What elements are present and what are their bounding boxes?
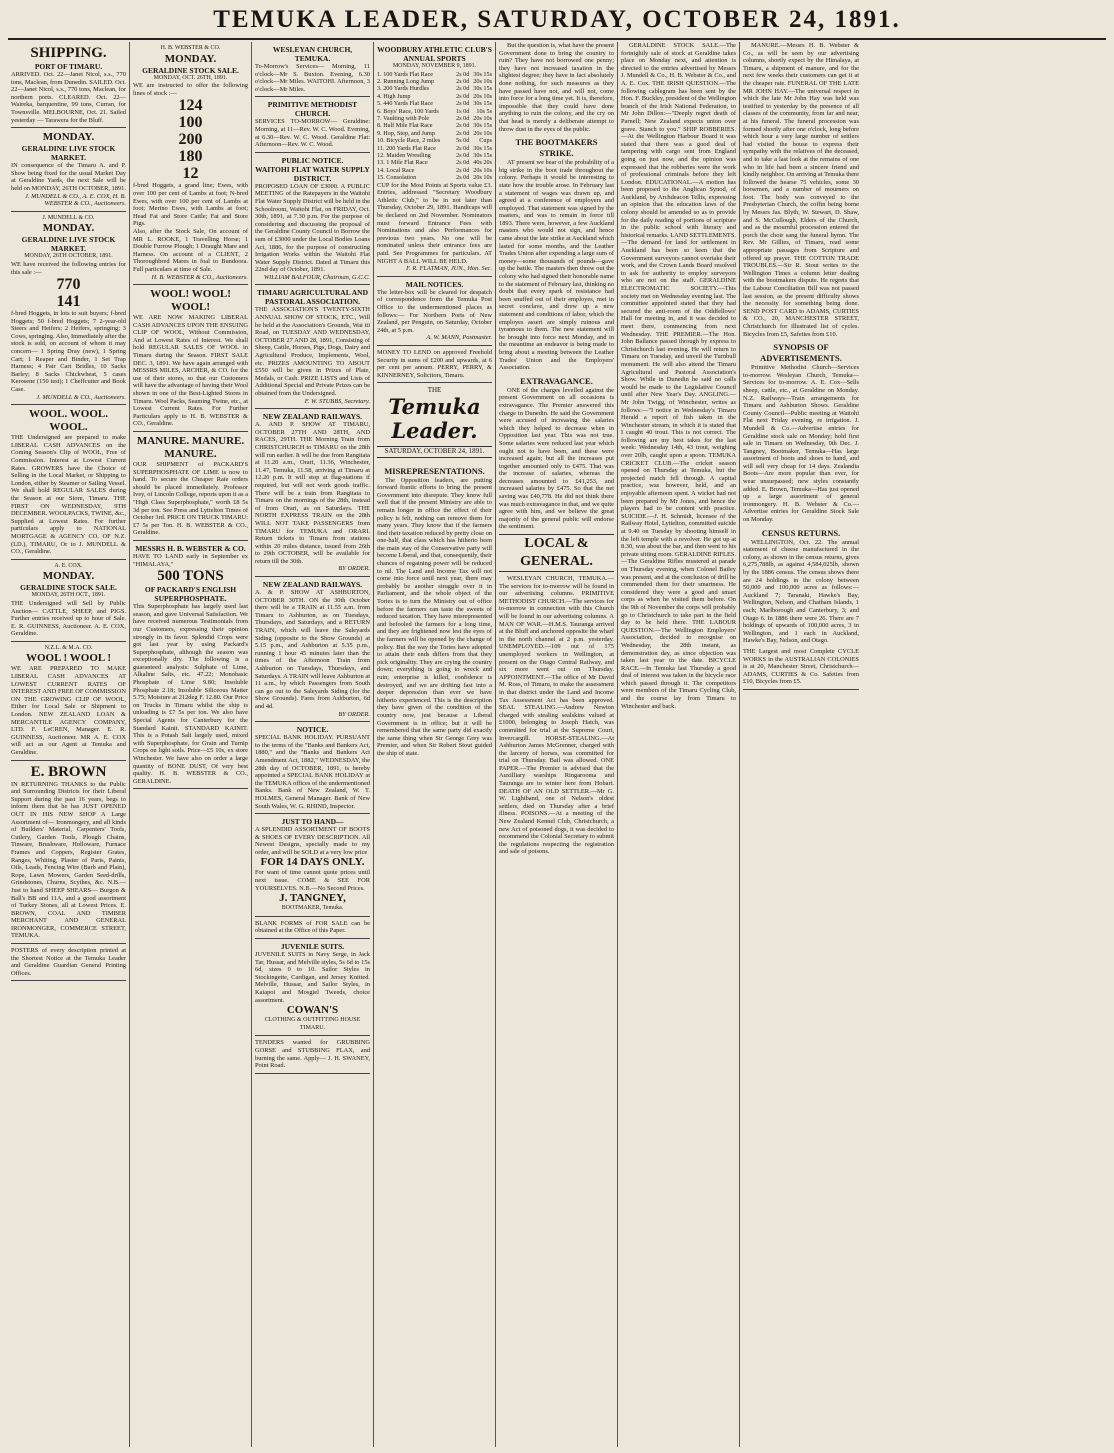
ad-signature: H. B. WEBSTER & CO., Auctioneers. [151, 273, 248, 281]
ad-subheading: GERALDINE STOCK SALE. [20, 583, 117, 593]
stock-count-1: 770 [56, 276, 81, 294]
ad-also: Also, after the Stock Sale, On account of MR L. ROOKE, 1 Travelling Horse; 1 Double Furrow Plough; 1 Draught Mare and Harness. On account of a CLIENT, 2 Thoroughbred Mares in foal to Bundoora. Full particulars at time of Sale. [133, 227, 248, 273]
posters-notice [11, 944, 126, 981]
ad-top-note: H. B. WEBSTER & CO. [160, 45, 221, 51]
ad-heading: JUVENILE SUITS. [280, 942, 345, 952]
event-fee: 2s 0d [456, 152, 470, 160]
primitive-methodist-notice [255, 97, 370, 152]
event-row [377, 85, 492, 92]
newspaper-title: Temuka Leader. [388, 393, 481, 443]
ad-top-note: A. E. COX. [54, 562, 83, 569]
ad-signature: F. R. FLATMAN, JUN., Hon. Sec. [406, 265, 492, 273]
agricultural-show-ad [255, 285, 370, 409]
ad-signature: J. MUNDELL & CO., Auctioneers. [36, 393, 126, 401]
event-name: 7. Vaulting with Pole [377, 115, 430, 123]
page-columns [8, 42, 1106, 1447]
ad-body: WE have received the following entries for this sale :— [11, 260, 126, 276]
ad-body: THE Largest and most Complete CYCLE WORKS in the AUSTRALIAN COLONIES is at 20, Manchester Street, Christchurch—ADAMS, CURTIES & Co. Safeties from £10, Bicycles from £5. [743, 647, 859, 686]
product-name: OF PACKARD'S ENGLISH SUPERPHOSPHATE. [144, 585, 237, 604]
superphosphate-ad [133, 541, 248, 789]
event-row [377, 93, 492, 100]
column-1 [8, 42, 130, 1447]
cycle-works-ad [743, 645, 859, 690]
article-body: AT present we hear of the probability of a big strike in the boot trade throughout the colony. Perhaps it would be interesting to state how the trouble arose. In February last a statement of wages was drawn up, and agreed at a conference of employers and employed. That statement was signed by the masters, and was to remain in force till 1893. There were, however, a few Auckland masters who would not sign, and hence came about the late strike at Auckland which lasted for some months, and the Leather Trades Union after expending a large sum of money—some thousands of pounds—gave up the battle. The masters then threw out the colony who had signed their honorable name to the statement of February last, thinking no doubt that every spark of resistance had been snuffed out of their employes, met in secret conclave, and drew up a new statement and conditions of labor, which the employes assert are simply ruinous and tyrannous to them. The new statement will be brought into force next Monday, and in the meantime an endeavor is being made to bring about a meeting between the Leather Trades' Union and the Employers' Association. [499, 159, 615, 372]
event-fee: 2s 0d [456, 122, 470, 130]
mail-notices [377, 277, 492, 346]
ad-items: f-bred Hoggets, in lots to suit buyers; f-bred Hoggets; 50 f-bred Hoggets; 7 2-year-old Steers and Heifers; 2 Heifers, springing; 3 Cows, springing. Also, Immediately after the stock is sold, on account of whom it may concern— 1 Spring Dray (new), 1 Spring Cart; 1 Reaper and Binder, 1 Set Trap Harness; 4 Pair Cart Bridles, 10 Sacks Barley; 8 Sacks Chickwheat, 5 cases Kerosene (150 test); 1 Cheffcutter and Book Case. [11, 310, 127, 394]
ad-company: J. TANGNEY, [279, 892, 346, 905]
ad-heading: NOTICE. [296, 725, 329, 735]
event-name: 4. High Jump [377, 92, 411, 100]
event-name: 6. Boys' Race, 100 Yards [377, 107, 439, 115]
column-5 [496, 42, 618, 1447]
event-name: 11. 200 Yards Flat Race [377, 144, 436, 152]
event-row [377, 137, 492, 144]
event-fee: 2s 0d [456, 70, 470, 78]
brown-ad [11, 761, 126, 944]
ad-heading: MONDAY. [42, 222, 95, 235]
event-fee: 2s 0d [456, 115, 470, 123]
ad-date: MONDAY, OCT. 26TH, 1891. [153, 74, 228, 81]
blank-forms-notice [255, 917, 370, 939]
event-fee: 2s 0d [456, 100, 470, 108]
article-body: But the question is, what have the present Government done to bring the country to ruin? They have not borrowed one penny; they have not increased taxation in the slightest degree; they have in fact absolutely done nothing, for such measures as they have passed have not, and will not, come into force for a long time yet. It is, therefore, impossible that they could have done anything to ruin the colony, and the cry on that head is merely a deliberate attempt to throw dust in the eyes of the public. [499, 42, 614, 133]
event-name: 2. Running Long Jump [377, 78, 435, 85]
event-name: 10. Bicycle Race, 2 miles [377, 137, 441, 145]
event-row [377, 78, 492, 85]
ad-signature: A. W. MANN, Postmaster. [426, 334, 492, 342]
event-fee: 2s 0d [456, 144, 470, 152]
ad-heading: MAIL NOTICES. [405, 279, 464, 289]
event-fee: 2s 0d [456, 166, 470, 174]
ad-heading: PUBLIC NOTICE. [281, 155, 344, 165]
wesleyan-notice [255, 42, 370, 97]
ad-heading: WESLEYAN CHURCH, TEMUKA. [272, 45, 353, 63]
railways-notice-2 [255, 577, 370, 722]
ad-body: POSTERS of every description printed at the Shortest Notice at the Temuka Leader and Geraldine Guardian General Printing Offices. [11, 947, 126, 977]
event-name: 1. 100 Yards Flat Race [377, 70, 434, 78]
ad-heading: MONDAY. [42, 131, 95, 144]
local-general-heading: LOCAL & GENERAL. [499, 534, 614, 572]
article-heading: THE BOOTMAKERS STRIKE. [515, 137, 598, 159]
webster-wool-ad [133, 285, 248, 432]
newspaper-title-block [377, 383, 492, 461]
event-fee: 5s 0d [456, 137, 470, 145]
events-table [377, 71, 492, 182]
railways-notice-1 [255, 409, 370, 577]
ad-heading: NEW ZEALAND RAILWAYS. [262, 412, 363, 422]
ad-signature: J. MUNDELL & CO., A. E. COX, H. B. WEBSTER & CO., Auctioneers. [25, 192, 126, 208]
event-name: 13. 1 Mile Flat Race [377, 159, 428, 167]
event-fee: 2s 0d [456, 92, 470, 100]
ad-heading: JUST TO HAND— [281, 817, 344, 827]
event-fee: 2s 0d [456, 129, 470, 137]
event-prize: 30s 15s [473, 85, 492, 93]
shipping-text: ARRIVED. Oct. 22—Janet Nicol, s.s., 770 tons, Maclean, from Dunedin. SAILED. Oct. 22—Janet Nicol, s.s., 770 tons, Maclean, for northern ports. CLEARED. Oct. 22—Waireka, barquentine, 99 tons, Curran, for Townsville. MELBOURNE, Oct. 21. Sailed yesterday — Tarawera for the Bluff. [11, 71, 127, 124]
bank-holiday-notice [255, 722, 370, 814]
stock-count-5: 12 [182, 165, 199, 183]
ad-body: TENDERS wanted for GRUBBING GORSE and STUBBING FLAX, and burning the same. Apply— J. H. SWANEY, Point Road. [255, 1039, 370, 1070]
column-4 [374, 42, 496, 1447]
ad-heading: MESSRS H. B. WEBSTER & CO. [135, 543, 246, 553]
article-body: ONE of the charges levelled against the present Government on all occasions is extravagance. The Premier answered this charge in Dunedin. He said the Government were accused of increasing the salaries which they helped to decrease when in Opposition last year. This was not true. Some salaries were reduced last year which ought not to have been, and these were increased again; but all the increases put together amounted only to £475. That was the increase of salaries, whereas the decreases amounted to £41,253, and increased salaries by £475. So that the net saving was £40,778. He did not think there was much extravagance in that, and we quite agree with him, and we believe the great majority of the general public will endorse the sentiment. [499, 386, 614, 531]
ad-top-note: N.Z.L. & M.A. CO. [44, 644, 93, 651]
ad-body: THE Undersigned will Sell by Public Auction— CATTLE, SHEEP, and PIGS. Further entries received up to hour of Sale. E. R. GUINNESS, Auctioneer. A. E. COX, Geraldine. [11, 599, 126, 638]
event-row [377, 100, 492, 107]
ad-subheading: GERALDINE STOCK SALE. [142, 65, 239, 75]
event-row [377, 122, 492, 129]
stock-count-2: 141 [56, 293, 81, 311]
event-name: 3. 200 Yards Hurdles [377, 85, 430, 93]
livestock-ad-2 [11, 212, 126, 406]
ad-body: MONEY TO LEND on approved Freehold Security in sums of £200 and upwards, at 6 per cent per annum. PERRY, PERRY, & KINNERNEY, Solicitors, Timaru. [377, 348, 492, 379]
event-name: 8. Half Mile Flat Race [377, 122, 433, 130]
manure-ad [133, 432, 248, 541]
wool-ad [11, 405, 126, 560]
ad-body: IN RETURNING THANKS to the Public and Surrounding Districts for their Liberal Support during the past 16 years, begs to inform them that he has JUST OPENED OUT IN HIS NEW SHOP A Large Assortment of— Ironmongery, and all kinds of Builders' Material, Carpenters' Tools, Cutlery, Garden Tools, Plough Chains, Tinware, Brushware, Holloware, Furnace Frames and Coppers, Register Grates, Ranges, Whiting, Plaster of Paris, Paints, Oils, Leads, Fencing Wire (Barb and Plain), Rope, Lawn Mowers, Garden Seed-drills, Grindstones, Churns, Scythes, &c. N.B.—Just to hand SHEEP SHEARS— Burgon & Ball's BB and 11A, and a good assortment of Turkey Stones, all at Lowest Prices. E. BROWN, COAL AND TIMBER MERCHANT AND GENERAL IRONMONGER, COMMERCE STREET, TEMUKA. [11, 780, 126, 940]
ad-signature: BY ORDER. [338, 710, 370, 718]
event-row [377, 152, 492, 159]
ad-body: SERVICES TO-MORROW— Geraldine: Morning, at 11—Rev. W. C. Wood. Evening, at 6.30—Rev. W. C. Wood. Geraldine Flat: Afternoon—Rev. W. C. Wood. [255, 118, 370, 149]
article-heading: SYNOPSIS OF ADVERTISEMENTS. [760, 342, 842, 364]
ad-heading: WOODBURY ATHLETIC CLUB'S ANNUAL SPORTS [377, 45, 492, 63]
stock-count-3: 200 [178, 131, 203, 149]
event-row [377, 115, 492, 122]
nzl-ad [11, 642, 126, 761]
article-body: MANURE.—Messrs H. B. Webster & Co., as will be seen by our advertising columns, shortly expect by the Himalaya, at Timaru, a shipment of manure, and for the next few weeks their customers can get it at the cheaper rate. FUNERAL OF THE LATE MR JOHN HAY.—The universal respect in which the late Mr John Hay was held was testified to yesterday by the presence of all classes of the community, from far and near, at his funeral. The funeral procession was formed shortly after one o'clock, long before which hour a very large number of settlers had visited the house to express their sympathy with the relatives of the deceased, and to take a last look at the remains of one who in life had been a sincere friend and kindly neighbor. On arriving at Temuka there followed the hearse 75 vehicles, some 30 horsemen, and a number of mourners on foot. The body was conveyed to the Presbyterian Church, the coffin being borne by Messrs Jas. Blyth, W. Stewart, D. Shaw, and S. McCullough, Elders of the Church, and as the mournful procession entered the porch the choir sang the funeral hymn. The Rev. Mr Gillies, of Timaru, read some appropriate passages from Scripture and offered up prayer. THE COTTON TRADE TROUBLES.—Sir R. Stout writes to the Wellington Times a column letter dealing with the bootmakers dispute. He regrets that the Labour Conciliation Bill was not passed last session, as the present difficulty shows the necessity for something being done. SEND POST CARD to ADAMS, CURTIES & CO., 20, MANCHESTER STREET, Christchurch for illustrated list of cycles. Bicycles from £5, Safeties from £10. [743, 42, 859, 338]
ad-company-sub: CLOTHING & OUTFITTING HOUSE TIMARU. [264, 1017, 361, 1031]
stock-count-2: 100 [178, 114, 203, 132]
ad-body: THE ASSOCIATION'S TWENTY-SIXTH ANNUAL SHOW OF STOCK, ETC., Will be held at the Association's Grounds, Wai iti Road, on TUESDAY AND WEDNESDAY, OCTOBER 27 AND 28, 1891, Consisting of Sheep, Cattle, Horses, Pigs, Dogs, Dairy and Agricultural Produce, Implements, Wool, etc. PRIZES AMOUNTING TO ABOUT £550 will be given in Prizes of Plate, Medals, or Cash. PRIZE LISTS and Lists of Additional Special and Private Prizes can be obtained from the Undersigned. [255, 306, 370, 397]
event-name: 12. Maiden Wrestling [377, 152, 431, 160]
webster-stock-ad [133, 42, 248, 285]
ad-company: COWAN'S [286, 1004, 339, 1017]
article-heading: EXTRAVAGANCE. [520, 375, 593, 386]
shipping-section [11, 42, 126, 128]
article-body: The Opposition leaders, are putting forward frantic efforts to bring the present Government into disrepute. They know full well that if the present Ministry are able to remain longer in office the effect of their policy is felt, nothing can remove them for many years. They know that if the farmers find their taxation reduced by pretty close on one-half, that class which has hitherto been the main stay of the Conservative party will become Liberal, and that, consequently, their chances of regaining power will be reduced to nil. The Land and Income Tax will not come into force until next year, there may probably be another struggle over it in Parliament, and the whole object of the Tories is to turn the Ministry out of office before the farmers can taste the sweets of reduced taxation. They have misrepresented and befooled the farmers for a long time, and they are frightened now lest the eyes of the farmers will be opened by the change of policy. But the way the Tories have adopted to attain their ends differs from that they pick originality. They are crying the country down; everything is going to wreck and ruin; enterprise is killed, confidence is destroyed, and we are drifting fast into a deeper depression than ever we have hitherto experienced. This is the description they have given of the condition of the country now, just because a Liberal Government is in office; but it will be remembered that the same party did exactly the same thing when Sir George Grey was Premier, and when Sir Robert Stout guided the ship of state. [377, 476, 492, 757]
ad-heading: TIMARU AGRICULTURAL AND PASTORAL ASSOCIATION. [257, 288, 368, 307]
ad-heading: NEW ZEALAND RAILWAYS. [262, 580, 363, 590]
ad-body: OUR SHIPMENT of PACKARD'S SUPERPHOSPHATE OF LIME is now to hand. To secure the Cheaper Rate orders should be placed immediately. Professor Ivey, of Lincoln College, reports upon it as a "High Class Superphosphate," worth £8 5s 3d per ton. See Press and Lyttelton Times of October 3rd. PRICE ON TRUCK TIMARU: £7 5s per Ton. H. B. WEBSTER & CO., Geraldine. [133, 461, 248, 537]
ad-heading: MONDAY. [164, 52, 217, 65]
article-body: WESLEYAN CHURCH, TEMUKA.—The services for to-morrow will be found in our advertising columns. PRIMITIVE METHODIST CHURCH.—The services for to-morrow in connection with this Church will be found in our advertising columns. A MAN OF WAR.—H.M.S. Tauranga arrived at the Bluff and anchored opposite the wharf in the north channel at 2 p.m. yesterday. UNEMPLOYED.—109 out of 175 unemployed workers in Wellington, at present on the Otago Central Railway, and six more went out on Thursday. APPOINTMENT.—The office of Mr David M. Ross, of Timaru, to make the assessment in that district under the Land and Income Tax Assessment Act has been approved. SEAL STEALING.—Andrew Newton charged with stealing sealskins valued at £1000, belonging to Joseph Hatch, was committed for trial at the Supreme Court, Invercargill. HORSE-STEALING.—At Ashburton James McGrenner, charged with the larceny of horses, was committed for trial on Thursday. Bail was allowed. ONE PAPER.—The Premier is advised that the Auxilliary warships Ringarooma and Tauranga are to winter here from Hobart. DEATH OF AN OLD SETTLER.—Mr G. W. Lightband, one of Nelson's oldest settlers, died on Thursday after a brief illness. POISONS.—At a meeting of the New Zealand Kennel Club, Christchurch, a new Act of poisoned dogs, it was decided to recommend the Colonial Secretary to submit the regulations respecting the registration and sale of poisons. [499, 575, 614, 856]
event-fee: 2s 0d [456, 159, 470, 167]
ad-date: MONDAY, 26TH OCTOBER, 1891. [24, 253, 113, 260]
livestock-ad-1 [11, 128, 126, 212]
tons-heading: 500 TONS [157, 568, 224, 585]
event-row [377, 167, 492, 174]
event-fee: 1s 0d [456, 107, 470, 115]
event-prize: 30s 15s [473, 144, 492, 152]
article-body: GERALDINE STOCK SALE.—The fortnightly sale of stock at Geraldine takes place on Monday next, and attention is directed to the entries advertised by Messrs J. Mundell & Co., H. B. Webster & Co., and A. E. Cox. THE IRISH QUESTION.—The following cablegram has been sent by the Hon. F. Buckley, president of the Wellington branch of the Irish National Federation, to Mr John Dillon:—"Deeply regret death of Parnell; New Zealand expects union over grave. Stanch to you." SHIP ROBBERIES.—At the Wellington Harbour Board it was stated that there was a good deal of tampering with cargo sent from England going on just now, and the opinion was expressed that the robberies were the work of professional criminals before they left London. EDUCATIONAL.—A motion has been proposed to the Anglican Synod, of Auckland, by Archdeacon Tellis, expressing an opinion that the education laws of the colony should be amended so as to provide for the daily reading of portions of scripture in the public school with literary and historical remarks. LAND SETTLEMENTS.—The demand for land for settlement in Auckland has been so keen that the Government surveyors cannot overtake their work, and the Crown Lands Board resolved to ask for authority to employ surveyors who are not on the staff. GERALDINE ELECTROMATIC SOCIETY.—This society met on Wednesday evening last. The committee appointed stated that they had secured the anti-room of the Oddfellows' Hall for meeting in, and it was decided to meet there, commencing from next Wednesday. THE PREMIER.—The Hon. John Ballance passed through by express to Christchurch last evening. He will return to Timaru on Tuesday, and unveil the Turnbull monument. He will also attend the Timaru Agricultural and Pastoral Association's Show. While in Dunedin he said no calls would be made to the Legislative Council until after New Year's Day. ANGLING.—Mr John Twigg, of Winchester, writes as follows:—"I notice in Wednesday's Timaru Herald a report of fish taken in the Winchester stream, in which it is stated that I caught 40 trout. This is not correct. The following are my best takes for the last week: Wednesday 14th, 43 trout, weighing over 20lb, caught upon a spoon. TEMUKA CRICKET CLUB.—The cricket season opened on Thursday at Temuka, but the projected match fell through. A capital practice, was however, held, and an enjoyable afternoon spent. A wicket had not been prepared by Mr Jones, and hence the players had to be content with practice. SUICIDE.—J. H. Schmidt, licensee of the Railway Hotel, Lyttelton, committed suicide at 9.40 on Tuesday by shooting himself in the left temple with a revolver. He got up at 8.30, was about the bar, and then went to his private sitting room. GERALDINE RIFLES.—The Geraldine Rifles mustered at parade on Thursday evening, when Colonel Bailey was present, and at the conclusion of drill he commended them for their smartness. He considered they were a good and smart corps as when he visited them before. On the 9th of November the corps will probably go to Christchurch to take part in the field day to be held there. THE LABOUR QUESTION.—The Wellington Employers' Association, decided to recognise on Wednesday, the 28th instant, as demonstration day, as since objection was taken last year to the date. BICYCLE RACE.—In Temuka last Thursday a good deal of interest was taken in the bicycle race which passed through it. The competitors were members of the Timaru Cycling Club, and the course lay from Timaru to Winchester and back. [621, 42, 736, 710]
stock-count-1: 124 [178, 97, 203, 115]
event-fee: 2s 0d [456, 85, 470, 93]
column-2 [130, 42, 252, 1447]
event-fee: 2s 0d [456, 174, 470, 182]
money-to-lend-ad [377, 346, 492, 383]
shipping-title: SHIPPING. [30, 45, 107, 61]
juvenile-suits-ad [255, 939, 370, 1036]
port-title: PORT OF TIMARU. [34, 62, 103, 71]
ad-body: A. AND P. SHOW AT TIMARU, OCTOBER 27TH AND 28TH, AND RACES, 29TH. THE Morning Train from CHRISTCHURCH to TIMARU on the 28th will run earlier. It will be due from Rangitata at 11.20 a.m., Orari, 11.36, Winchester, 11.47, Temuka, 11.58, arriving at Timaru at 12.20 p.m. It will stop at flag-stations if required, but will not work goods traffic. There will be a train from Rangitata to Timaru on the mornings of the 28th, instead of from Orari, as on Saturdays. THE NORTH EXPRESS TRAIN on the 28th WILL NOT TAKE PASSENGERS from TIMARU for TEMUKA and ORARI. Return tickets to Timaru from stations within 20 miles distance, issued from 26th to 29th OCTOBER, will be available for return till the 30th. [255, 421, 370, 565]
ad-heading: MANURE. MANURE. MANURE. [136, 435, 245, 460]
ad-body: CUP for the Most Points at Sports value £3. Entries, addressed "Secretary Woodbury Athletic Club," to be in not later than Thursday, October 29, 1891. Handicaps will be declared on 2nd November. Nominators must forward Entrance Fees with Nominations and also Performances for previous two years. No one will be nominated unless their entrance fees are paid. See Programmes for particulars. AT NIGHT A BALL WILL BE HELD. [377, 181, 492, 265]
event-row [377, 108, 492, 115]
ad-signature: F. W. STUBBS, Secretary. [304, 397, 370, 405]
ad-heading: MONDAY. [42, 570, 95, 583]
ad-subheading: GERALDINE LIVE STOCK MARKET. [21, 144, 116, 163]
event-prize: 20s 10s [473, 166, 492, 174]
ad-body: HAVE TO LAND early in September ex "HIMALAYA," [133, 552, 248, 568]
public-notice [255, 153, 370, 286]
article-heading: MISREPRESENTATIONS. [384, 465, 485, 476]
ad-heading: WOOL! WOOL! WOOL! [150, 288, 231, 314]
event-prize: 10s 5s [476, 107, 492, 115]
ad-body: THE Undersigned are prepared to make LIBERAL CASH ADVANCES on the Coming Season's Clip of WOOL, Free of Commission. Interest at Lowest Current Rates. GROWERS have the Choice of Selling in the Local Market, or Shipping to London, either by Steamer or Sailing Vessel. We shall hold REGULAR SALES during the Season at our Store, Timaru. THE FIRST ON WEDNESDAY, 9TH DECEMBER. WOOLPACKS, TWINE, &c., Supplied at Lowest Rates. For further particulars apply to NATIONAL MORTGAGE & AGENCY CO. OF N.Z. (LD.), TIMARU, Or to J. MUNDELL & CO., Geraldine. [11, 434, 126, 556]
event-prize: 20s 10s [473, 174, 492, 182]
ad-items: f-bred Hoggets, a grand line; Ewes, with over 100 per cent of Lambs at foot; N-bred Ewes, with over 100 per cent of Lambs at foot; Merino Ewes, with Lambs at foot; Head Fat and Store Cattle; Fat and Store Pigs. [133, 182, 248, 228]
event-row [377, 174, 492, 181]
event-prize: 20s 10s [473, 115, 492, 123]
masthead: TEMUKA LEADER, SATURDAY, OCTOBER 24, 1891. [213, 6, 901, 33]
woodbury-sports-ad [377, 42, 492, 277]
ad-offer: FOR 14 DAYS ONLY. [260, 856, 365, 869]
event-fee: 2s 0d [456, 78, 470, 85]
ad-body: IN consequence of the Timaru A. and P. Show being fixed for the usual Market Day at Geraldine Yards, the next Sale will be held on MONDAY, 26TH OCTOBER, 1891. [11, 162, 126, 192]
column-6 [618, 42, 740, 1447]
event-prize: Cups [479, 137, 492, 145]
column-7 [740, 42, 862, 1447]
ad-company-sub: BOOTMAKER, Temuka. [281, 905, 344, 912]
ad-body: A SPLENDID ASSORTMENT OF BOOTS & SHOES OF EVERY DESCRIPTION. All Newest Designs, specially made to my order, and will be SOLD at a very low price [255, 826, 370, 856]
ad-body: JUVENILE SUITS in Navy Serge, in Jack Tar, Hussar, and Melville styles, 5s 6d to 15s 6d, sizes 0 to 10. Sailor Styles in Stockingette, Cardigan, and Jersey Knitted. Melville, Hussar, and Sailor Styles, in Kaiapoi and Mosgiel Tweeds, choice assortment. [255, 951, 370, 1004]
event-name: 5. 440 Yards Flat Race [377, 100, 434, 108]
tenders-ad [255, 1036, 370, 1073]
ad-signature: WILLIAM BALFOUR, Chairman, G.C.C. [263, 273, 370, 281]
stock-count-4: 180 [178, 148, 203, 166]
ad-body: A. & P. SHOW AT ASHBURTON, OCTOBER 30TH. ON the 30th October there will be a TRAIN at 11.55 a.m. from Timaru to Ashburton, as on Tuesdays, Thursdays, and Saturdays, and a RETURN TRAIN, which will leave the Saleyards Siding (opposite to the Show Grounds) at 5.15 p.m., and Ashburton at 5.35 p.m., running 1 hour 45 minutes later than the times of the Afternoon Train from Ashburton on Tuesdays, Thursdays, and Saturdays. A TRAIN will leave Ashburton at 11 a.m., by which Passengers from South can go out to the Saleyards Siding (for the Show Grounds). Fares from Ashburton, 6d and 4d. [255, 589, 370, 710]
ad-subheading: WAITOHI FLAT WATER SUPPLY DISTRICT. [255, 164, 370, 183]
event-name: 15. Consolation [377, 174, 417, 182]
ad-heading: WOOL. WOOL. WOOL. [29, 408, 108, 434]
cox-ad [11, 560, 126, 642]
event-name: 9. Hop, Step, and Jump [377, 129, 435, 137]
ad-body: WE ARE NOW MAKING LIBERAL CASH ADVANCES UPON THE ENSUING CLIP OF WOOL, Without Commission, And at Lowest Rates of Interest. We shall hold REGULAR SALES OF WOOL in Timaru during the Season. FIRST SALE DEC. 3, 1891. We have again arranged with MESSRS MILES, ARCHER, & CO. for the use of their stores, so that our Customers will have the advantage of having their Wool shown in one of the Best-Lighted Stores in Timaru. Wool Packs, Seaming Twine, etc., at Lowest Current Rates. For Further Particulars apply to H. B. WEBSTER & CO., Geraldine. [133, 314, 248, 428]
article-heading: CENSUS RETURNS. [761, 527, 841, 538]
ad-top-note: J. MUNDELL & CO. [42, 214, 95, 221]
event-prize: 20s 10s [473, 129, 492, 137]
event-row [377, 130, 492, 137]
event-row [377, 159, 492, 166]
ad-body: WE ARE PREPARED TO MAKE LIBERAL CASH ADVANCES AT LOWEST CURRENT RATES OF INTEREST AND FREE OF COMMISSION ON THE GROWING CLIP OF WOOL, Either for Local Sale or Shipment to London. NEW ZEALAND LOAN & MERCANTILE AGENCY COMPANY, LTD. F. LeCREN, Manager. E. R. GUINNESS, Auctioneer. MR A. E. COX will act as our Agent at Temuka and Geraldine. [11, 665, 126, 756]
event-row [377, 145, 492, 152]
ad-date: MONDAY, 26TH OCT., 1891. [31, 592, 106, 599]
ad-body: BLANK FORMS of FOR SALE can be obtained at the Office of this Paper. [255, 919, 370, 935]
ad-date: MONDAY, NOVEMBER 9, 1891. [392, 63, 477, 69]
event-prize: 30s 15s [473, 152, 492, 160]
issue-date: SATURDAY, OCTOBER 24, 1891. [377, 446, 492, 458]
event-prize: 30s 15s [473, 100, 492, 108]
ad-heading: PRIMITIVE METHODIST CHURCH. [267, 100, 358, 119]
column-3 [252, 42, 374, 1447]
ad-details: This Superphosphate has largely used last season, and gave Universal Satisfaction. We have received numerous Testimonials from our Customers, expressing their opinion strongly in its favor. Splendid Crops were got last year by using Packard's Superphosphate, although the season was exceptionally dry. The following is a guaranteed analysis: Sulphate of Lime, Alkaline Salts, etc. 47.22; Monobasic Phosphate of Lime 9.80; Insoluble Phosphate 2.18; Insoluble Siliceous Matter 5.75; Moisture at 212deg F. 12.80. Our Price on Trucks in Timaru whilst the ship is unloading is £7 5s per ton. We also have Special Agents for Canterbury for the Standard Kainit. STANDARD KAINIT. This is a Potash Salt largely used, mixed with Superphosphate, for Grain and Turnip Crops on light soils. Price—£5 10s, ex store Winchester. We have also on order a large quantity of BONE DUST, Of very best quality. H. B. WEBSTER & CO., GERALDINE. [133, 603, 248, 785]
ad-details: For want of time cannot quote prices until next issue. COME & SEE FOR YOURSELVES. N.B.—No Second Prices. [255, 869, 370, 892]
article-body: WELLINGTON, Oct. 22. The annual statement of cheese manufactured in the colony, as shown in the census returns, gives 6,275,788lb, as against 4,584,025lb, shown by the 1886 census. The census shows there are 24 holdings in the colony between 50,000 and 100,000 acres as follows:—Auckland 7; Taranaki, Hawke's Bay, Wellington, Nelson, and Chatham Islands, 1 each; Marlborough and Canterbury, 3; and Otago 6. In 1886 there were 26. There are 7 holdings of upwards of 100,000 acres, 3 in Wellington, and 1 each in Auckland, Hawke's Bay, Nelson, and Otago. [743, 538, 859, 645]
ad-body: The letter-box will be cleared for despatch of correspondence from the Temuka Post Office to the undermentioned places as follows:— For Northern Ports of New Zealand, per Penguin, on Saturday, October 24th, at 5 p.m. [377, 288, 492, 334]
event-name: 14. Local Race [377, 166, 415, 174]
event-prize: 30s 15s [473, 70, 492, 78]
event-prize: 20s 10s [473, 92, 492, 100]
title-the: THE [427, 386, 442, 395]
article-body: Primitive Methodist Church—Services to-morrow. Wesleyan Church, Temuka—Services for to-morrow. A. E. Cox—Sells sheep, cattle, etc., at Geraldine on Monday. N.Z. Railways—Train arrangements for Timaru and Ashburton Shows. Geraldine County Council—Public meeting at Waitohi Flat next Friday evening, re irrigation. J. Mundell & Co.—Advertise entries for Geraldine stock sale on Monday; hold first sale in Timaru on Wednesday, 9th Dec. J. Tangney, Bootmaker, Temuka—Has large assortment of boots and shoes to hand, and will sell very cheap for 14 days. Zealandia Boots—Are more popular than ever, for wear unsurpassed; new styles constantly added. E. Brown, Temuka—Has just opened up a large assortment of general ironmongery. H. B. Webster & Co.—Advertise entries for Geraldine Stock Sale on Monday. [743, 364, 859, 524]
event-prize: 40s 20s [473, 159, 492, 167]
ad-subheading: GERALDINE LIVE STOCK MARKET. [21, 235, 116, 254]
event-row [377, 71, 492, 78]
masthead-rule [8, 38, 1106, 40]
event-prize: 20s 10s [473, 78, 492, 85]
ad-body: PROPOSED LOAN OF £3000. A PUBLIC MEETING of the Ratepayers in the Waitohi Flat Water Supply District will be held in the Schoolroom, Waitohi Flat, on FRIDAY, Oct. 30th, 1891, at 7.30 p.m. For the purpose of considering and discussing the proposal of the Geraldine County Council to Borrow the sum of £3000 under the Local Bodies Loans Act, 1886, for the purpose of constructing Irrigation Works within the Waitohi Flat Water Supply District. Dated at Timaru this 22nd day of October, 1891. [255, 182, 370, 274]
ad-heading: WOOL ! WOOL ! [25, 652, 112, 665]
ad-body: SPECIAL BANK HOLIDAY. PURSUANT to the terms of the "Banks and Bankers Act, 1880," and the "Banks and Bankers Act Amendment Act, 1882," WEDNESDAY, the 28th day of OCTOBER, 1891, is hereby appointed a SPECIAL BANK HOLIDAY at the TEMUKA offices of the undermentioned Banks. Bank of New Zealand, W. T. HOLMES, General Manager. Bank of New South Wales, W. G. RHIND, Inspector. [255, 734, 370, 810]
ad-body: To-Morrow's Services— Morning, 11 o'clock—Mr S. Buxton. Evening, 6.30 o'clock—Mr Miles. WAITOHI. Afternoon, 3 o'clock—Mr Miles. [255, 63, 370, 93]
just-to-hand-ad [255, 814, 370, 917]
ad-signature: BY ORDER. [338, 565, 370, 573]
ad-heading: E. BROWN [30, 763, 107, 780]
ad-body: WE are instructed to offer the following lines of stock :— [133, 82, 248, 97]
event-prize: 30s 15s [473, 122, 492, 130]
